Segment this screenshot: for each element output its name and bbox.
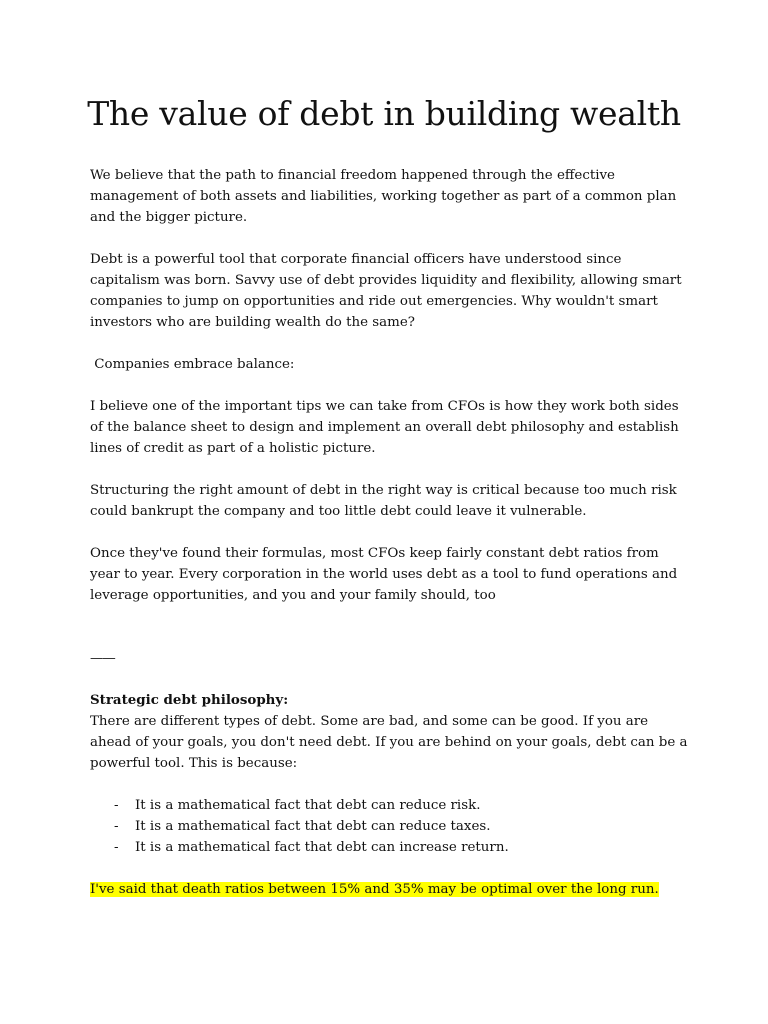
section-intro: There are different types of debt. Some are bad, and some can be good. If you are ahead of your goals, you don't need debt. If you are behind on your goals, debt can be a powerful tool. This is because: — [90, 714, 688, 771]
section-heading: Strategic debt philosophy: — [90, 692, 289, 708]
paragraph-spacer — [90, 669, 690, 690]
list-item — [114, 795, 690, 816]
paragraph-debt-powerful-tool: Debt is a powerful tool that corporate financial officers have understood since capitalism was born. Savvy use of debt provides liquidity and flexibility, allowing smart companies to jump on opportunities and ride out emergencies. Why wouldn't smart investors who are building wealth do the same? — [90, 252, 682, 330]
paragraph-spacer — [90, 459, 690, 480]
highlighted-paragraph — [90, 879, 690, 900]
paragraph-spacer — [90, 522, 690, 543]
paragraph-spacer — [90, 858, 690, 879]
paragraph-cfo-tips: I believe one of the important tips we can take from CFOs is how they work both sides of the balance sheet to design and implement an overall debt philosophy and establish lines of credit as part of a holistic picture. — [90, 399, 679, 456]
paragraph-debt-ratios: Once they've found their formulas, most CFOs keep fairly constant debt ratios from year to year. Every corporation in the world uses debt as a tool to fund operations and leverage opportunities, and you and your family should, too — [90, 546, 678, 603]
list-item-text: It is a mathematical fact that debt can increase return. — [135, 840, 509, 855]
paragraph-spacer — [90, 774, 690, 795]
list-item — [114, 837, 690, 858]
list-item-text: It is a mathematical fact that debt can reduce taxes. — [135, 819, 491, 834]
document-title: The value of debt in building wealth — [87, 94, 681, 133]
document-body — [90, 165, 690, 900]
bullet-dash: - — [114, 798, 119, 813]
paragraph-structuring-debt: Structuring the right amount of debt in the right way is critical because too much risk could bankrupt the company and too little debt could leave it vulnerable. — [90, 483, 677, 519]
highlighted-text: I've said that death ratios between 15% and 35% may be optimal over the long run. — [90, 882, 659, 897]
bullet-dash: - — [114, 819, 119, 834]
section-divider: —— — [90, 651, 115, 666]
paragraph-spacer — [90, 375, 690, 396]
list-item — [114, 816, 690, 837]
paragraph-companies-embrace-balance: Companies embrace balance: — [90, 357, 295, 372]
bullet-list — [90, 795, 690, 858]
paragraph-spacer — [90, 228, 690, 249]
paragraph-spacer — [90, 606, 690, 648]
bullet-dash: - — [114, 840, 119, 855]
paragraph-financial-freedom: We believe that the path to financial freedom happened through the effective management of both assets and liabilities, working together as part of a common plan and the bigger picture. — [90, 168, 677, 225]
paragraph-spacer — [90, 333, 690, 354]
list-item-text: It is a mathematical fact that debt can reduce risk. — [135, 798, 481, 813]
